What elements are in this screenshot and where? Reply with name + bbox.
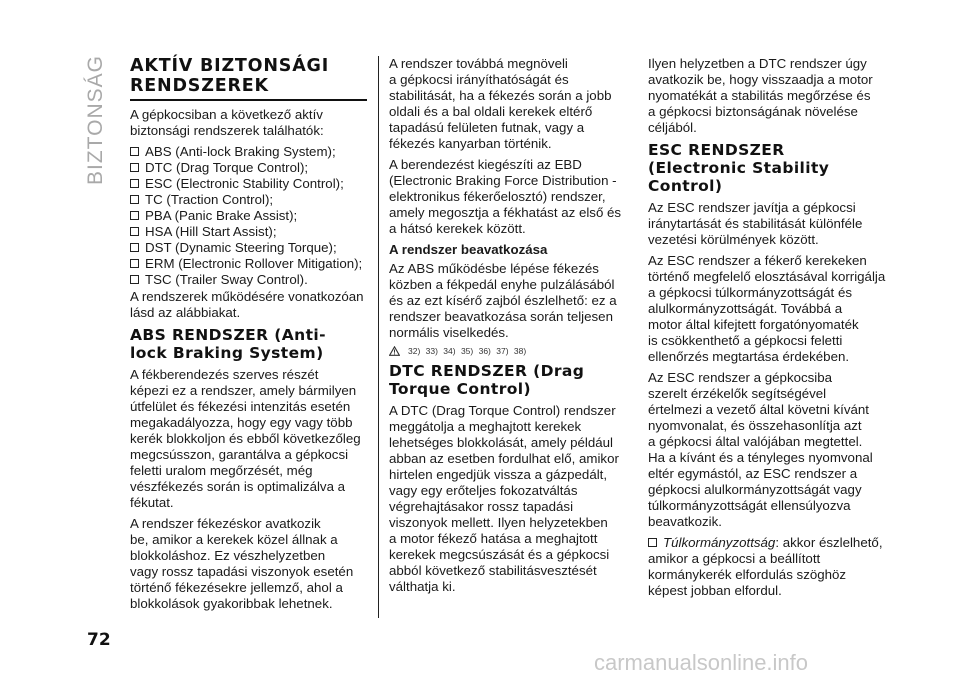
column-3 bbox=[648, 56, 884, 604]
text-line: abból következő stabilitásvesztését bbox=[389, 563, 597, 578]
dtc-heading bbox=[389, 362, 617, 398]
active-safety-heading bbox=[130, 56, 367, 101]
text-line: lehetséges blokkolását, amely például bbox=[389, 435, 613, 450]
list-item-text: PBA (Panic Brake Assist); bbox=[145, 208, 298, 223]
bullet-box-icon bbox=[130, 147, 139, 156]
text-line: útfelület és fékezési intenzitás esetén bbox=[130, 399, 351, 414]
oversteer-term: Túlkormányzottság bbox=[663, 535, 776, 550]
text-line: motor által kifejtett forgatónyomaték bbox=[648, 317, 859, 332]
dtc-paragraph bbox=[389, 403, 617, 595]
list-item-text: ESC (Electronic Stability Control); bbox=[145, 176, 344, 191]
abs-paragraph-2 bbox=[130, 516, 367, 612]
text-line: a gépkocsi biztonságának növelése bbox=[648, 104, 858, 119]
text-line: vagy egy erőteljes fokozatváltás bbox=[389, 483, 578, 498]
text-line: (Electronic Braking Force Distribution - bbox=[389, 173, 617, 188]
text-line: válthatja ki. bbox=[389, 579, 456, 594]
list-item bbox=[130, 208, 367, 224]
text-line: szerelt érzékelők segítségével bbox=[648, 386, 827, 401]
list-item-text: TSC (Trailer Sway Control). bbox=[145, 272, 308, 287]
heading-line: AKTÍV BIZTONSÁGI bbox=[130, 56, 330, 76]
text-line: avatkozik be, hogy visszaadja a motor bbox=[648, 72, 873, 87]
bullet-box-icon bbox=[130, 211, 139, 220]
text-line: iránytartását és stabilitását különféle bbox=[648, 216, 863, 231]
bullet-box-icon bbox=[130, 163, 139, 172]
text-line: stabilitását, ha a fékezés során a jobb bbox=[389, 88, 612, 103]
text-line: végrehajtásakor rossz tapadási bbox=[389, 499, 574, 514]
text-line: nyomvonalat, és összehasonlítja azt bbox=[648, 418, 862, 433]
text-line: A berendezést kiegészíti az EBD bbox=[389, 157, 582, 172]
page-number: 72 bbox=[87, 630, 111, 650]
text-line: képest jobban elfordul. bbox=[648, 583, 782, 598]
text-line: Az ESC rendszer a gépkocsiba bbox=[648, 370, 833, 385]
text-line: A rendszer továbbá megnöveli bbox=[389, 56, 568, 71]
heading-line: Control) bbox=[648, 177, 723, 195]
intervention-paragraph bbox=[389, 261, 617, 341]
text-line: kerekek megcsúszását és a gépkocsi bbox=[389, 547, 610, 562]
text-line: Az ABS működésbe lépése fékezés bbox=[389, 261, 599, 276]
heading-line: ABS RENDSZER (Anti- bbox=[130, 326, 326, 344]
text-line: Az ESC rendszer javítja a gépkocsi bbox=[648, 200, 856, 215]
text-line: feletti uralom megőrzését, még bbox=[130, 463, 313, 478]
text-line: meggátolja a meghajtott kerekek bbox=[389, 419, 582, 434]
list-item bbox=[130, 272, 367, 288]
text-line: megakadályozza, hogy egy vagy több bbox=[130, 415, 353, 430]
list-item bbox=[130, 160, 367, 176]
text-line: A rendszer fékezéskor avatkozik bbox=[130, 516, 321, 531]
text-line: túlkormányzottságát ellensúlyozva bbox=[648, 498, 851, 513]
text-line: amely megosztja a fékhatást az első és bbox=[389, 205, 622, 220]
heading-line: (Electronic Stability bbox=[648, 159, 830, 177]
text-line: céljából. bbox=[648, 120, 697, 135]
text-line: a gépkocsi irányíthatóságát és bbox=[389, 72, 569, 87]
list-item-text: HSA (Hill Start Assist); bbox=[145, 224, 277, 239]
text-line: vezetési körülmények között. bbox=[648, 232, 819, 247]
text-line: elektronikus fékerőelosztó) rendszer, bbox=[389, 189, 606, 204]
bullet-box-icon bbox=[130, 243, 139, 252]
heading-line: RENDSZEREK bbox=[130, 76, 269, 96]
bullet-box-icon bbox=[648, 538, 657, 547]
list-item bbox=[130, 256, 367, 272]
text-line: vészfékezés során is optimalizálva a bbox=[130, 479, 346, 494]
text-line: tapadású felületen futnak, vagy a bbox=[389, 120, 585, 135]
section-side-title bbox=[84, 40, 108, 200]
text-line: a motor fékező hatása a meghajtott bbox=[389, 531, 598, 546]
text-line: A fékberendezés szerves részét bbox=[130, 367, 319, 382]
text-line: A rendszerek működésére vonatkozóan bbox=[130, 289, 364, 304]
text-line: kerék blokkoljon és ebből következőleg bbox=[130, 431, 361, 446]
text-line: és az ezt kísérő zajból észlelhető: ez a bbox=[389, 293, 617, 308]
esc-heading bbox=[648, 141, 884, 195]
text-line: közben a fékpedál enyhe pulzálásából bbox=[389, 277, 615, 292]
heading-line: DTC RENDSZER (Drag bbox=[389, 362, 585, 380]
text-line: a hátsó kerekek között. bbox=[389, 221, 526, 236]
text-line: vagy rossz tapadási viszonyok esetén bbox=[130, 564, 354, 579]
oversteer-definition-start: : akkor észlelhető, bbox=[775, 535, 883, 550]
text-line: be, amikor a kerekek közel állnak a bbox=[130, 532, 338, 547]
bullet-box-icon bbox=[130, 195, 139, 204]
watermark: carmanualsonline.info bbox=[594, 650, 809, 675]
abs-paragraph-3 bbox=[389, 56, 617, 152]
ebd-paragraph bbox=[389, 157, 622, 237]
text-line: hirtelen engedjük vissza a gázpedált, bbox=[389, 467, 608, 482]
list-item bbox=[130, 144, 367, 160]
text-line: rendszer beavatkozása során teljesen bbox=[389, 309, 613, 324]
outro-paragraph bbox=[130, 289, 367, 321]
abs-paragraph-1 bbox=[130, 367, 367, 511]
text-line: blokkoláshoz. Ez vészhelyzetben bbox=[130, 548, 326, 563]
text-line: nyomatékát a stabilitás megőrzése és bbox=[648, 88, 871, 103]
oversteer-item bbox=[648, 535, 884, 599]
list-item bbox=[130, 224, 367, 240]
intervention-heading: A rendszer beavatkozása bbox=[389, 242, 548, 257]
list-item bbox=[130, 176, 367, 192]
column-1 bbox=[130, 56, 367, 617]
text-line: a gépkocsi által valójában megtettel. bbox=[648, 434, 863, 449]
list-item-text: ERM (Electronic Rollover Mitigation); bbox=[145, 256, 363, 271]
column-divider bbox=[378, 56, 379, 618]
abs-heading bbox=[130, 326, 367, 362]
esc-paragraph-1 bbox=[648, 200, 884, 248]
warning-triangle-icon bbox=[389, 346, 400, 356]
bullet-box-icon bbox=[130, 275, 139, 284]
text-line: Az ESC rendszer a fékerő kerekeken bbox=[648, 253, 867, 268]
text-line: Ilyen helyzetben a DTC rendszer úgy bbox=[648, 56, 867, 71]
text-line: lásd az alábbiakat. bbox=[130, 305, 241, 320]
dtc-paragraph-2 bbox=[648, 56, 884, 136]
list-item bbox=[130, 192, 367, 208]
warning-references bbox=[389, 346, 617, 356]
text-line: biztonsági rendszerek találhatók: bbox=[130, 123, 324, 138]
bullet-box-icon bbox=[130, 179, 139, 188]
heading-line: lock Braking System) bbox=[130, 344, 324, 362]
text-line: A DTC (Drag Torque Control) rendszer bbox=[389, 403, 616, 418]
text-line: A gépkocsiban a következő aktív bbox=[130, 107, 323, 122]
text-line: amikor a gépkocsi a beállított bbox=[648, 551, 821, 566]
bullet-box-icon bbox=[130, 259, 139, 268]
text-line: történő megfelelő elosztásával korrigálja bbox=[648, 269, 886, 284]
text-line: megcsússzon, garantálva a gépkocsi bbox=[130, 447, 349, 462]
text-line: beavatkozik. bbox=[648, 514, 722, 529]
text-line: gépkocsi alulkormányzottságát vagy bbox=[648, 482, 862, 497]
bullet-box-icon bbox=[130, 227, 139, 236]
list-item-text: ABS (Anti-lock Braking System); bbox=[145, 144, 336, 159]
text-line: normális viselkedés. bbox=[389, 325, 509, 340]
list-item-text: DST (Dynamic Steering Torque); bbox=[145, 240, 337, 255]
warning-reference-numbers: 32) 33) 34) 35) 36) 37) 38) bbox=[408, 346, 527, 356]
esc-paragraph-3 bbox=[648, 370, 884, 530]
text-line: képezi ez a rendszer, amely bármilyen bbox=[130, 383, 357, 398]
text-line: is csökkenthető a gépkocsi feletti bbox=[648, 333, 843, 348]
text-line: oldali és a bal oldali kerekek eltérő bbox=[389, 104, 593, 119]
text-line: blokkolások gyakoribbak lehetnek. bbox=[130, 596, 333, 611]
text-line: értelmezi a vezető által követni kívánt bbox=[648, 402, 869, 417]
text-line: Ha a kívánt és a tényleges nyomvonal bbox=[648, 450, 873, 465]
heading-line: Torque Control) bbox=[389, 380, 532, 398]
column-2 bbox=[389, 56, 622, 600]
text-line: a gépkocsi túlkormányzottságát és bbox=[648, 285, 852, 300]
text-line: ellenőrzés megtartása érdekében. bbox=[648, 349, 850, 364]
intro-paragraph bbox=[130, 107, 367, 139]
text-line: eltér egymástól, az ESC rendszer a bbox=[648, 466, 858, 481]
text-line bbox=[648, 535, 884, 551]
text-line: alulkormányzottságát. Továbbá a bbox=[648, 301, 843, 316]
list-item bbox=[130, 240, 367, 256]
text-line: abban az esetben fordulhat elő, amikor bbox=[389, 451, 619, 466]
list-item-text: TC (Traction Control); bbox=[145, 192, 274, 207]
list-item-text: DTC (Drag Torque Control); bbox=[145, 160, 309, 175]
heading-line: ESC RENDSZER bbox=[648, 141, 785, 159]
text-line: fékezés kanyarban történik. bbox=[389, 136, 552, 151]
esc-paragraph-2 bbox=[648, 253, 884, 365]
text-line: történő fékezésekre jellemző, ahol a bbox=[130, 580, 343, 595]
text-line: viszonyok mellett. Ilyen helyzetekben bbox=[389, 515, 608, 530]
section-side-title-text: BIZTONSÁG bbox=[84, 55, 107, 185]
systems-list bbox=[130, 144, 367, 288]
text-line: kormánykerék elfordulás szöghöz bbox=[648, 567, 847, 582]
text-line: fékutat. bbox=[130, 495, 174, 510]
